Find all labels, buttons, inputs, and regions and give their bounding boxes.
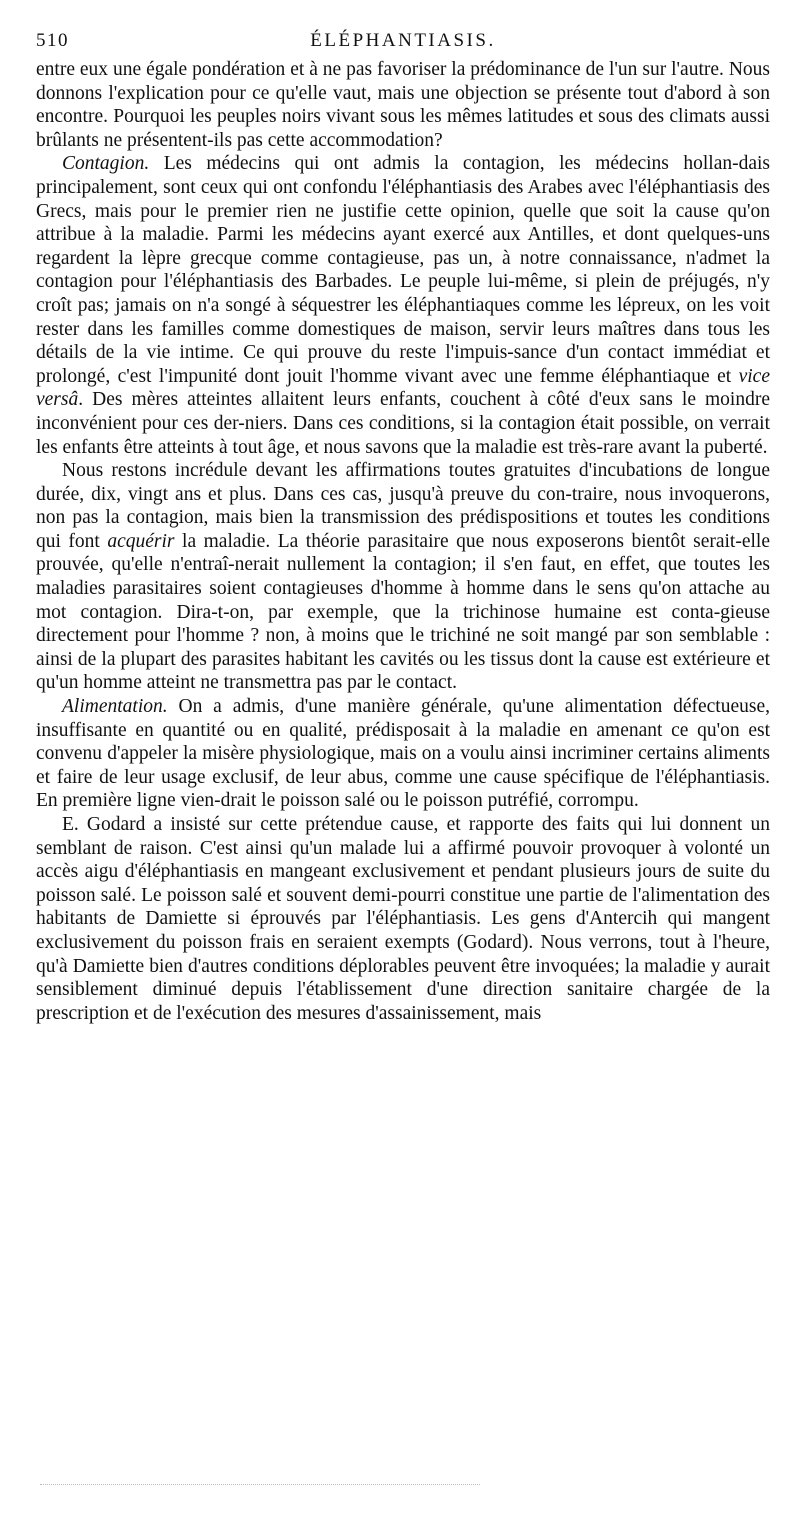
body-text xyxy=(36,58,770,1025)
paragraph-text: entre eux une égale pondération et à ne pas favoriser la prédominance de l'un sur l'autre. Nous donnons l'explication pour ce qu'elle vaut, mais une objection se présente tout d'abord à son encontre. Pourquoi les peuples noirs vivant sous les mêmes latitudes et sous des climats aussi brûlants ne présentent-ils pas cette accommodation? xyxy=(36,59,770,151)
paragraph-text: On a admis, d'une manière générale, qu'une alimentation défectueuse, insuffisante en quantité ou en qualité, prédisposait à la maladie en amenant ce qu'on est convenu d'appeler la misère physiologique, mais on a voulu ainsi incriminer certains aliments et faire de leur usage exclusif, de leur abus, comme une cause spécifique de l'éléphantiasis. En première ligne vien-drait le poisson salé ou le poisson putréfié, corrompu. xyxy=(36,696,770,812)
paragraph-text: E. Godard a insisté sur cette prétendue cause, et rapporte des faits qui lui donnent un semblant de raison. C'est ainsi qu'un malade lui a affirmé pouvoir provoquer à volonté un accès aigu d'éléphantiasis en mangeant exclusivement et pendant plusieurs jours de suite du poisson salé. Le poisson salé et souvent demi-pourri constitue une partie de l'alimentation des habitants de Damiette si éprouvés par l'éléphantiasis. Les gens d'Antercih qui mangent exclusivement du poisson frais en seraient exempts (Godard). Nous verrons, tout à l'heure, qu'à Damiette bien d'autres conditions déplorables peuvent être invoquées; la maladie y aurait sensiblement diminué depuis l'établissement d'une direction sanitaire chargée de la prescription et de l'exécution des mesures d'assainissement, mais xyxy=(36,814,770,1024)
paragraph-text: . Des mères atteintes allaitent leurs enfants, couchent à côté d'eux sans le moindre inconvénient pour ces der-niers. Dans ces conditions, si la contagion était possible, on verrait les enfants être atteints à tout âge, et nous savons que la maladie est très-rare avant la puberté. xyxy=(36,389,770,458)
paragraph-text: Les médecins qui ont admis la contagion, les médecins hollan-dais principalement, sont ceux qui ont confondu l'éléphantiasis des Arabes avec l'éléphantiasis des Grecs, mais pour le premier rien ne justifie cette opinion, quelle que soit la cause qu'on attribue à la maladie. Parmi les médecins ayant exercé aux Antilles, et dont quelques-uns regardent la lèpre grecque comme contagieuse, pas un, à notre connaissance, n'admet la contagion pour l'éléphantiasis des Barbades. Le peuple lui-même, si plein de préjugés, n'y croît pas; jamais on n'a songé à séquestrer les éléphantiaques comme les lépreux, on les voit rester dans les familles comme domestiques de maison, servir leurs maîtres dans tous les détails de la vie intime. Ce qui prouve du reste l'impuis-sance d'un contact immédiat et prolongé, c'est l'impunité dont jouit l'homme vivant avec une femme éléphantiaque et xyxy=(36,153,770,387)
section-lead-contagion: Contagion. xyxy=(62,153,150,175)
section-lead-alimentation: Alimentation. xyxy=(62,696,168,718)
paragraph-text: Nous restons incrédule devant les affirmations toutes gratuites d'incubations de longue durée, dix, vingt ans et plus. Dans ces cas, jusqu'à preuve du con-traire, nous invoquerons, non pas la contagion, mais bien la transmission des prédispositions et toutes les conditions qui font xyxy=(36,460,770,552)
paragraph-contagion xyxy=(36,152,770,459)
italic-phrase: vice versâ xyxy=(36,365,770,411)
paragraph-text: la maladie. La théorie parasitaire que nous exposerons bientôt serait-elle prouvée, qu'elle n'entraî-nerait nullement la contagion; il s'en faut, en effet, que toutes les maladies parasitaires soient contagieuses d'homme à homme dans le sens qu'on attache au mot contagion. Dira-t-on, par exemple, que la trichinose humaine est conta-gieuse directement pour l'homme ? non, à moins que le trichiné ne soit mangé par son semblable : ainsi de la plupart des parasites habitant les cavités ou les tissus dont la cause est extérieure et qu'un homme atteint ne transmettra pas par le contact. xyxy=(36,530,770,694)
bottom-rule xyxy=(40,1484,480,1485)
running-head xyxy=(36,30,770,58)
page-number: 510 xyxy=(36,30,69,51)
paragraph-alimentation xyxy=(36,695,770,813)
italic-phrase: acquérir xyxy=(107,530,175,552)
paragraph-incubation xyxy=(36,459,770,695)
book-page xyxy=(36,30,770,1025)
paragraph-continuation xyxy=(36,58,770,152)
running-title: ÉLÉPHANTIASIS. xyxy=(310,30,496,51)
paragraph-godard xyxy=(36,813,770,1025)
